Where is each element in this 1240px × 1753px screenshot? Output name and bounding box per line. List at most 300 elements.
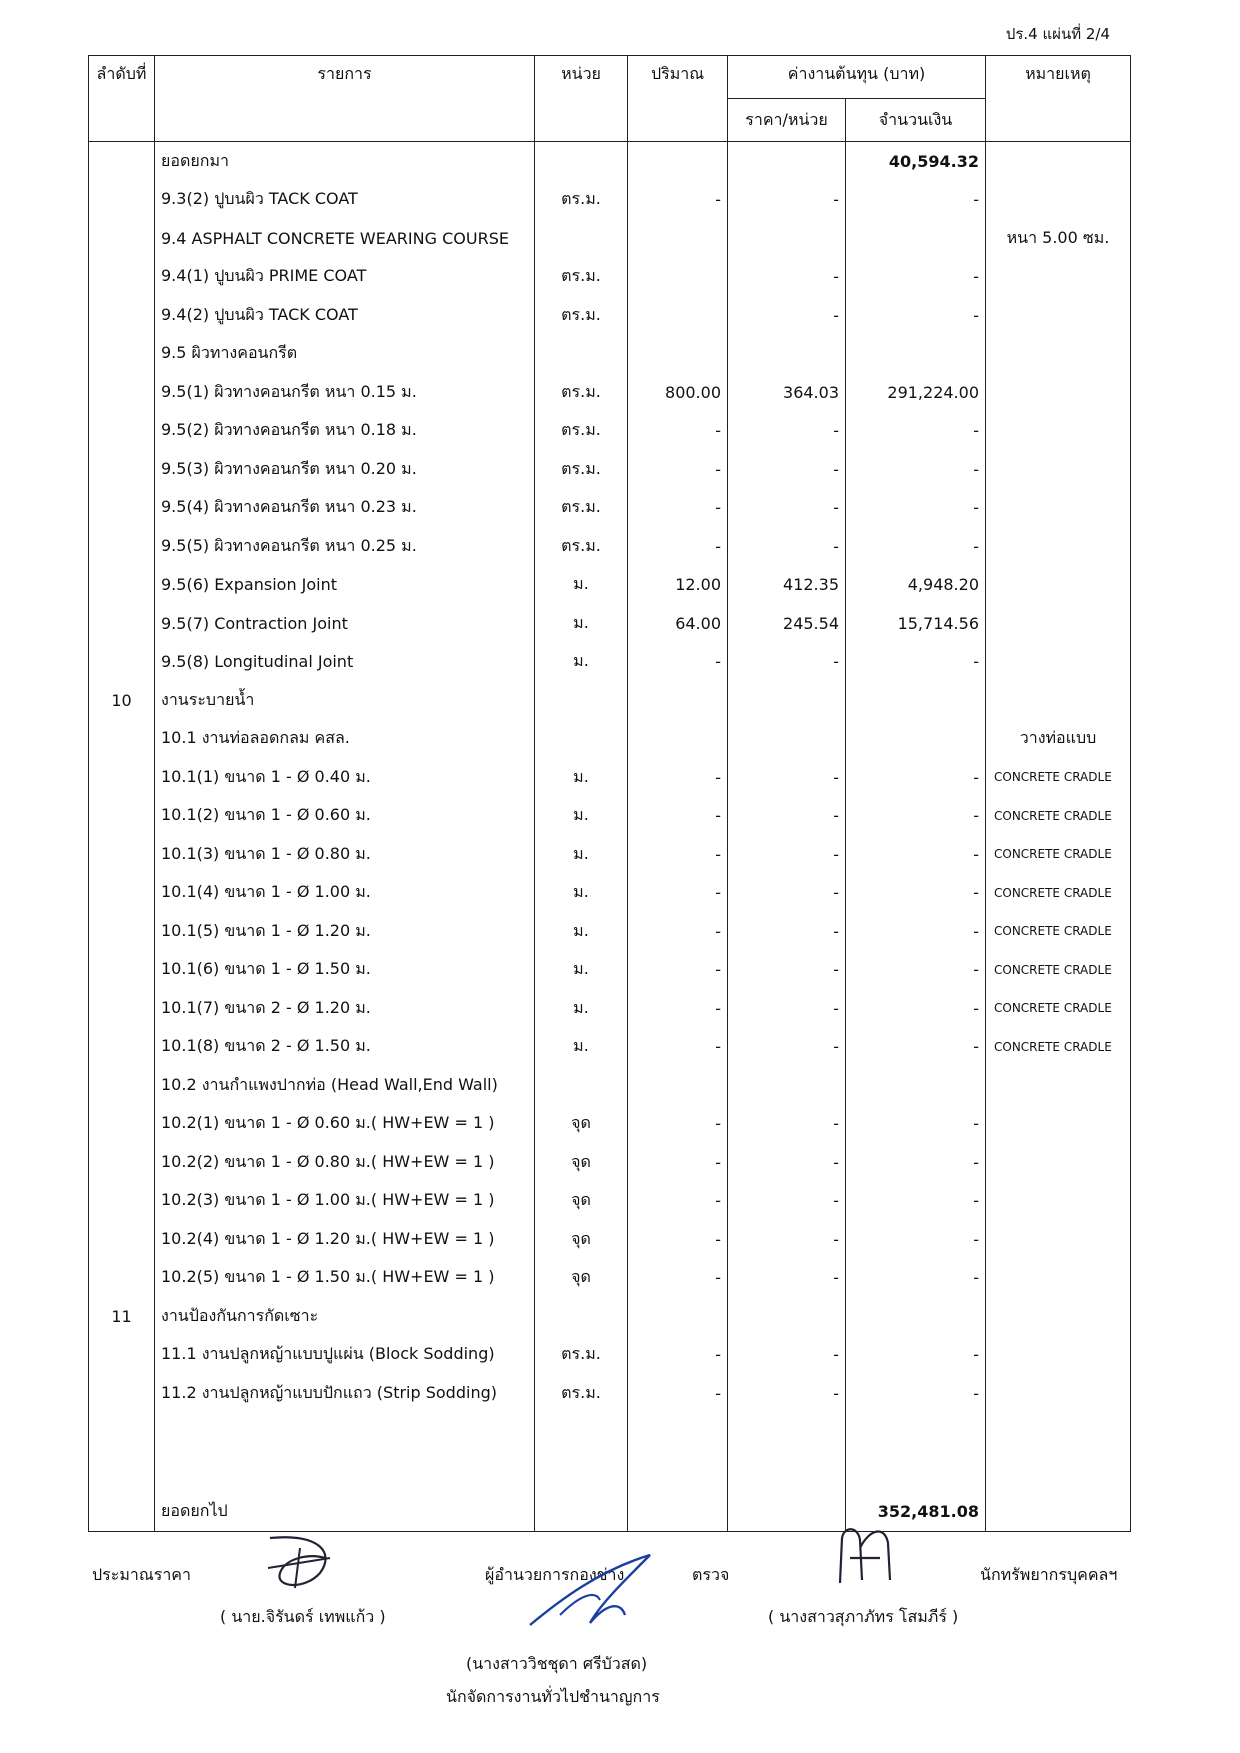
- row-amount: -: [846, 181, 986, 220]
- row-unit-price: [728, 681, 846, 720]
- estimate-label: ประมาณราคา: [92, 1565, 191, 1584]
- header-cost-group: ค่างานต้นทุน (บาท): [728, 56, 986, 99]
- table-row: [89, 1182, 1131, 1221]
- row-note: [986, 1105, 1131, 1144]
- row-unit-price: 412.35: [728, 566, 846, 605]
- row-amount: -: [846, 258, 986, 297]
- row-seq: [89, 258, 155, 297]
- row-item: 9.4(2) ปูบนผิว TACK COAT: [155, 296, 535, 335]
- row-unit-price: -: [728, 797, 846, 836]
- row-qty: -: [628, 1220, 728, 1259]
- bill-of-quantities-table: [88, 55, 1131, 1532]
- row-amount: -: [846, 1374, 986, 1413]
- header-item: รายการ: [155, 56, 535, 142]
- row-unit: [535, 1066, 628, 1105]
- table-row: [89, 1028, 1131, 1067]
- row-item: 10.2 งานกำแพงปากท่อ (Head Wall,End Wall): [155, 1066, 535, 1105]
- row-item: 10.1(7) ขนาด 2 - Ø 1.20 ม.: [155, 989, 535, 1028]
- row-amount: -: [846, 989, 986, 1028]
- table-row: [89, 835, 1131, 874]
- row-unit-price: -: [728, 181, 846, 220]
- approver-title: นักจัดการงานทั่วไปชำนาญการ: [446, 1687, 660, 1706]
- row-unit: ม.: [535, 758, 628, 797]
- row-amount: -: [846, 1028, 986, 1067]
- row-qty: [628, 1297, 728, 1336]
- row-item: ยอดยกมา: [155, 142, 535, 181]
- hr-label: นักทรัพยากรบุคคลฯ: [980, 1565, 1118, 1584]
- row-seq: [89, 1336, 155, 1375]
- row-qty: -: [628, 489, 728, 528]
- row-note: CONCRETE CRADLE: [986, 912, 1131, 951]
- row-qty: -: [628, 1182, 728, 1221]
- row-unit-price: -: [728, 1374, 846, 1413]
- table-row: [89, 219, 1131, 258]
- row-amount: -: [846, 758, 986, 797]
- row-qty: -: [628, 1105, 728, 1144]
- header-qty: ปริมาณ: [628, 56, 728, 142]
- row-qty: -: [628, 1143, 728, 1182]
- row-seq: [89, 1105, 155, 1144]
- carry-forward-label: ยอดยกไป: [155, 1493, 535, 1532]
- row-unit: จุด: [535, 1182, 628, 1221]
- table-row: [89, 450, 1131, 489]
- row-amount: -: [846, 1105, 986, 1144]
- row-unit: ม.: [535, 643, 628, 682]
- row-qty: [628, 335, 728, 374]
- row-note: [986, 335, 1131, 374]
- empty-cell: [535, 1493, 628, 1532]
- approver-name: (นางสาววิชชุดา ศรีบัวสด): [466, 1654, 648, 1673]
- row-unit: ตร.ม.: [535, 412, 628, 451]
- row-item: 9.4(1) ปูบนผิว PRIME COAT: [155, 258, 535, 297]
- row-unit: ม.: [535, 835, 628, 874]
- row-seq: [89, 181, 155, 220]
- row-qty: -: [628, 1336, 728, 1375]
- row-item: 9.5(8) Longitudinal Joint: [155, 643, 535, 682]
- row-amount: [846, 1066, 986, 1105]
- row-seq: [89, 566, 155, 605]
- row-unit-price: [728, 219, 846, 258]
- row-amount: 15,714.56: [846, 604, 986, 643]
- table-row: [89, 412, 1131, 451]
- row-amount: -: [846, 1143, 986, 1182]
- table-row: [89, 1374, 1131, 1413]
- row-amount: -: [846, 1336, 986, 1375]
- row-seq: [89, 1182, 155, 1221]
- carry-forward-row: [89, 1493, 1131, 1532]
- row-note: [986, 450, 1131, 489]
- row-unit: จุด: [535, 1220, 628, 1259]
- row-amount: -: [846, 1259, 986, 1298]
- row-unit-price: -: [728, 296, 846, 335]
- row-unit-price: 364.03: [728, 373, 846, 412]
- row-unit-price: 245.54: [728, 604, 846, 643]
- row-note: [986, 1297, 1131, 1336]
- table-row: [89, 989, 1131, 1028]
- director-label: ผู้อำนวยการกองช่าง: [485, 1565, 625, 1584]
- row-note: [986, 258, 1131, 297]
- row-note: CONCRETE CRADLE: [986, 797, 1131, 836]
- row-item: 9.5(4) ผิวทางคอนกรีต หนา 0.23 ม.: [155, 489, 535, 528]
- table-row: [89, 1297, 1131, 1336]
- row-note: [986, 1259, 1131, 1298]
- row-seq: [89, 951, 155, 990]
- row-unit-price: -: [728, 835, 846, 874]
- row-unit-price: [728, 335, 846, 374]
- row-amount: -: [846, 797, 986, 836]
- row-seq: [89, 604, 155, 643]
- row-qty: -: [628, 450, 728, 489]
- row-note: [986, 604, 1131, 643]
- row-qty: -: [628, 412, 728, 451]
- header-row: [89, 56, 1131, 99]
- row-seq: [89, 720, 155, 759]
- row-note: [986, 527, 1131, 566]
- row-unit-price: -: [728, 1028, 846, 1067]
- header-seq: ลำดับที่: [89, 56, 155, 142]
- table-row: [89, 335, 1131, 374]
- row-seq: [89, 450, 155, 489]
- row-note: [986, 1220, 1131, 1259]
- table-row: [89, 296, 1131, 335]
- row-amount: [846, 720, 986, 759]
- row-seq: [89, 373, 155, 412]
- row-qty: 800.00: [628, 373, 728, 412]
- checker-name: ( นางสาวสุภาภัทร โสมภีร์ ): [768, 1607, 959, 1626]
- row-amount: -: [846, 412, 986, 451]
- header-amount: จำนวนเงิน: [846, 99, 986, 142]
- row-qty: [628, 258, 728, 297]
- header-note: หมายเหตุ: [986, 56, 1131, 142]
- row-unit-price: -: [728, 1182, 846, 1221]
- table-row: [89, 912, 1131, 951]
- row-unit: ตร.ม.: [535, 1374, 628, 1413]
- table-row: [89, 527, 1131, 566]
- row-qty: -: [628, 527, 728, 566]
- row-unit: ตร.ม.: [535, 296, 628, 335]
- row-item: 10.1 งานท่อลอดกลม คสล.: [155, 720, 535, 759]
- row-unit: จุด: [535, 1105, 628, 1144]
- row-unit: [535, 1297, 628, 1336]
- row-unit: [535, 142, 628, 181]
- table-row: [89, 1336, 1131, 1375]
- row-qty: [628, 720, 728, 759]
- row-seq: [89, 527, 155, 566]
- table-row: [89, 1105, 1131, 1144]
- row-note: [986, 1182, 1131, 1221]
- row-unit-price: -: [728, 1259, 846, 1298]
- empty-cell: [986, 1413, 1131, 1493]
- row-note: [986, 373, 1131, 412]
- row-unit: ตร.ม.: [535, 373, 628, 412]
- row-qty: -: [628, 1028, 728, 1067]
- row-note: [986, 1143, 1131, 1182]
- row-amount: [846, 1297, 986, 1336]
- row-item: 9.5(2) ผิวทางคอนกรีต หนา 0.18 ม.: [155, 412, 535, 451]
- empty-cell: [728, 1413, 846, 1493]
- row-item: 9.5(5) ผิวทางคอนกรีต หนา 0.25 ม.: [155, 527, 535, 566]
- row-amount: -: [846, 874, 986, 913]
- row-note: [986, 181, 1131, 220]
- row-qty: -: [628, 989, 728, 1028]
- row-amount: -: [846, 951, 986, 990]
- row-amount: 40,594.32: [846, 142, 986, 181]
- row-amount: 4,948.20: [846, 566, 986, 605]
- row-unit: ม.: [535, 989, 628, 1028]
- table-row: [89, 758, 1131, 797]
- row-note: [986, 681, 1131, 720]
- row-unit: ม.: [535, 951, 628, 990]
- row-unit: [535, 335, 628, 374]
- checker-signature: [830, 1518, 910, 1588]
- row-note: [986, 643, 1131, 682]
- row-item: 10.1(6) ขนาด 1 - Ø 1.50 ม.: [155, 951, 535, 990]
- row-seq: [89, 874, 155, 913]
- row-unit-price: [728, 1066, 846, 1105]
- row-unit-price: -: [728, 527, 846, 566]
- row-item: 10.1(5) ขนาด 1 - Ø 1.20 ม.: [155, 912, 535, 951]
- row-note: CONCRETE CRADLE: [986, 874, 1131, 913]
- row-amount: -: [846, 527, 986, 566]
- row-seq: [89, 1220, 155, 1259]
- row-item: 10.1(8) ขนาด 2 - Ø 1.50 ม.: [155, 1028, 535, 1067]
- row-unit: ม.: [535, 604, 628, 643]
- header-unit: หน่วย: [535, 56, 628, 142]
- row-qty: -: [628, 758, 728, 797]
- row-item: 10.2(1) ขนาด 1 - Ø 0.60 ม.( HW+EW = 1 ): [155, 1105, 535, 1144]
- row-unit: ม.: [535, 797, 628, 836]
- row-note: วางท่อแบบ: [986, 720, 1131, 759]
- row-amount: [846, 681, 986, 720]
- row-note: [986, 412, 1131, 451]
- table-body: [89, 142, 1131, 1532]
- table-row: [89, 1143, 1131, 1182]
- row-unit-price: -: [728, 489, 846, 528]
- row-seq: [89, 1259, 155, 1298]
- table-row: [89, 874, 1131, 913]
- row-unit-price: [728, 1297, 846, 1336]
- row-seq: 10: [89, 681, 155, 720]
- row-unit: ตร.ม.: [535, 258, 628, 297]
- row-seq: 11: [89, 1297, 155, 1336]
- row-item: 10.2(2) ขนาด 1 - Ø 0.80 ม.( HW+EW = 1 ): [155, 1143, 535, 1182]
- row-amount: -: [846, 835, 986, 874]
- row-qty: 64.00: [628, 604, 728, 643]
- check-label: ตรวจ: [692, 1565, 730, 1584]
- row-seq: [89, 219, 155, 258]
- row-note: CONCRETE CRADLE: [986, 989, 1131, 1028]
- row-seq: [89, 1066, 155, 1105]
- row-unit-price: -: [728, 412, 846, 451]
- row-unit-price: [728, 142, 846, 181]
- row-seq: [89, 989, 155, 1028]
- table-row: [89, 604, 1131, 643]
- row-qty: [628, 681, 728, 720]
- table-row: [89, 489, 1131, 528]
- row-qty: 12.00: [628, 566, 728, 605]
- row-seq: [89, 643, 155, 682]
- row-seq: [89, 142, 155, 181]
- row-amount: -: [846, 643, 986, 682]
- row-item: 9.5(6) Expansion Joint: [155, 566, 535, 605]
- row-item: 10.2(3) ขนาด 1 - Ø 1.00 ม.( HW+EW = 1 ): [155, 1182, 535, 1221]
- table-row: [89, 142, 1131, 181]
- row-note: CONCRETE CRADLE: [986, 758, 1131, 797]
- row-unit: ตร.ม.: [535, 450, 628, 489]
- table-row: [89, 1066, 1131, 1105]
- estimator-signature: [250, 1528, 350, 1598]
- row-qty: -: [628, 951, 728, 990]
- row-unit: ม.: [535, 874, 628, 913]
- row-note: หนา 5.00 ซม.: [986, 219, 1131, 258]
- row-item: 9.5(1) ผิวทางคอนกรีต หนา 0.15 ม.: [155, 373, 535, 412]
- table-row: [89, 373, 1131, 412]
- approver-signature: [520, 1545, 660, 1635]
- row-unit-price: -: [728, 643, 846, 682]
- table-row: [89, 643, 1131, 682]
- row-note: [986, 1336, 1131, 1375]
- row-unit-price: -: [728, 1220, 846, 1259]
- empty-cell: [628, 1413, 728, 1493]
- row-unit-price: [728, 720, 846, 759]
- row-unit-price: -: [728, 1105, 846, 1144]
- row-seq: [89, 1028, 155, 1067]
- row-unit: จุด: [535, 1143, 628, 1182]
- spacer-row: [89, 1413, 1131, 1493]
- row-amount: -: [846, 489, 986, 528]
- row-item: งานป้องกันการกัดเซาะ: [155, 1297, 535, 1336]
- row-seq: [89, 296, 155, 335]
- row-item: 9.5(3) ผิวทางคอนกรีต หนา 0.20 ม.: [155, 450, 535, 489]
- row-item: 10.1(3) ขนาด 1 - Ø 0.80 ม.: [155, 835, 535, 874]
- empty-cell: [986, 1493, 1131, 1532]
- row-unit-price: -: [728, 989, 846, 1028]
- row-item: 11.2 งานปลูกหญ้าแบบปักแถว (Strip Sodding): [155, 1374, 535, 1413]
- row-unit: ม.: [535, 566, 628, 605]
- row-unit: ตร.ม.: [535, 489, 628, 528]
- row-seq: [89, 758, 155, 797]
- row-unit: ตร.ม.: [535, 1336, 628, 1375]
- estimator-name: ( นาย.จิรันดร์ เทพแก้ว ): [220, 1607, 386, 1626]
- row-note: [986, 1374, 1131, 1413]
- row-qty: -: [628, 181, 728, 220]
- table-row: [89, 720, 1131, 759]
- row-item: 11.1 งานปลูกหญ้าแบบปูแผ่น (Block Sodding): [155, 1336, 535, 1375]
- row-unit: ตร.ม.: [535, 527, 628, 566]
- row-amount: 291,224.00: [846, 373, 986, 412]
- row-unit-price: -: [728, 758, 846, 797]
- empty-cell: [89, 1493, 155, 1532]
- row-qty: -: [628, 797, 728, 836]
- row-seq: [89, 489, 155, 528]
- row-item: 9.5(7) Contraction Joint: [155, 604, 535, 643]
- row-qty: [628, 296, 728, 335]
- row-note: CONCRETE CRADLE: [986, 835, 1131, 874]
- row-qty: [628, 1066, 728, 1105]
- row-qty: -: [628, 874, 728, 913]
- table-row: [89, 951, 1131, 990]
- empty-cell: [846, 1413, 986, 1493]
- row-item: 9.5 ผิวทางคอนกรีต: [155, 335, 535, 374]
- row-seq: [89, 912, 155, 951]
- row-seq: [89, 412, 155, 451]
- empty-cell: [628, 1493, 728, 1532]
- empty-cell: [535, 1413, 628, 1493]
- row-amount: [846, 219, 986, 258]
- row-seq: [89, 1374, 155, 1413]
- table-row: [89, 797, 1131, 836]
- row-item: 10.1(2) ขนาด 1 - Ø 0.60 ม.: [155, 797, 535, 836]
- row-unit: ม.: [535, 912, 628, 951]
- row-item: 10.2(4) ขนาด 1 - Ø 1.20 ม.( HW+EW = 1 ): [155, 1220, 535, 1259]
- row-amount: -: [846, 1220, 986, 1259]
- row-note: [986, 566, 1131, 605]
- row-unit-price: -: [728, 874, 846, 913]
- row-unit: จุด: [535, 1259, 628, 1298]
- empty-cell: [89, 1413, 155, 1493]
- row-qty: -: [628, 1259, 728, 1298]
- row-seq: [89, 335, 155, 374]
- row-item: 10.2(5) ขนาด 1 - Ø 1.50 ม.( HW+EW = 1 ): [155, 1259, 535, 1298]
- row-qty: -: [628, 643, 728, 682]
- row-note: [986, 1066, 1131, 1105]
- row-unit: [535, 219, 628, 258]
- row-item: 10.1(1) ขนาด 1 - Ø 0.40 ม.: [155, 758, 535, 797]
- empty-cell: [155, 1413, 535, 1493]
- row-seq: [89, 835, 155, 874]
- table-row: [89, 1220, 1131, 1259]
- table-row: [89, 566, 1131, 605]
- table-row: [89, 181, 1131, 220]
- row-item: 9.3(2) ปูบนผิว TACK COAT: [155, 181, 535, 220]
- row-item: งานระบายน้ำ: [155, 681, 535, 720]
- row-unit: ตร.ม.: [535, 181, 628, 220]
- row-item: 9.4 ASPHALT CONCRETE WEARING COURSE: [155, 219, 535, 258]
- row-amount: [846, 335, 986, 374]
- row-unit-price: -: [728, 951, 846, 990]
- row-note: [986, 296, 1131, 335]
- table-row: [89, 1259, 1131, 1298]
- row-unit: [535, 720, 628, 759]
- row-note: CONCRETE CRADLE: [986, 1028, 1131, 1067]
- row-note: [986, 489, 1131, 528]
- table-row: [89, 258, 1131, 297]
- carry-forward-amount: 352,481.08: [846, 1493, 986, 1532]
- row-note: CONCRETE CRADLE: [986, 951, 1131, 990]
- row-amount: -: [846, 296, 986, 335]
- empty-cell: [728, 1493, 846, 1532]
- row-qty: [628, 219, 728, 258]
- row-unit-price: -: [728, 1336, 846, 1375]
- row-note: [986, 142, 1131, 181]
- row-seq: [89, 1143, 155, 1182]
- row-unit: [535, 681, 628, 720]
- row-seq: [89, 797, 155, 836]
- row-amount: -: [846, 1182, 986, 1221]
- row-amount: -: [846, 912, 986, 951]
- row-item: 10.1(4) ขนาด 1 - Ø 1.00 ม.: [155, 874, 535, 913]
- row-unit-price: -: [728, 258, 846, 297]
- row-qty: -: [628, 1374, 728, 1413]
- row-amount: -: [846, 450, 986, 489]
- row-unit: ม.: [535, 1028, 628, 1067]
- row-qty: [628, 142, 728, 181]
- page-reference: ปร.4 แผ่นที่ 2/4: [1005, 25, 1110, 43]
- table-row: [89, 681, 1131, 720]
- row-qty: -: [628, 912, 728, 951]
- row-unit-price: -: [728, 1143, 846, 1182]
- row-qty: -: [628, 835, 728, 874]
